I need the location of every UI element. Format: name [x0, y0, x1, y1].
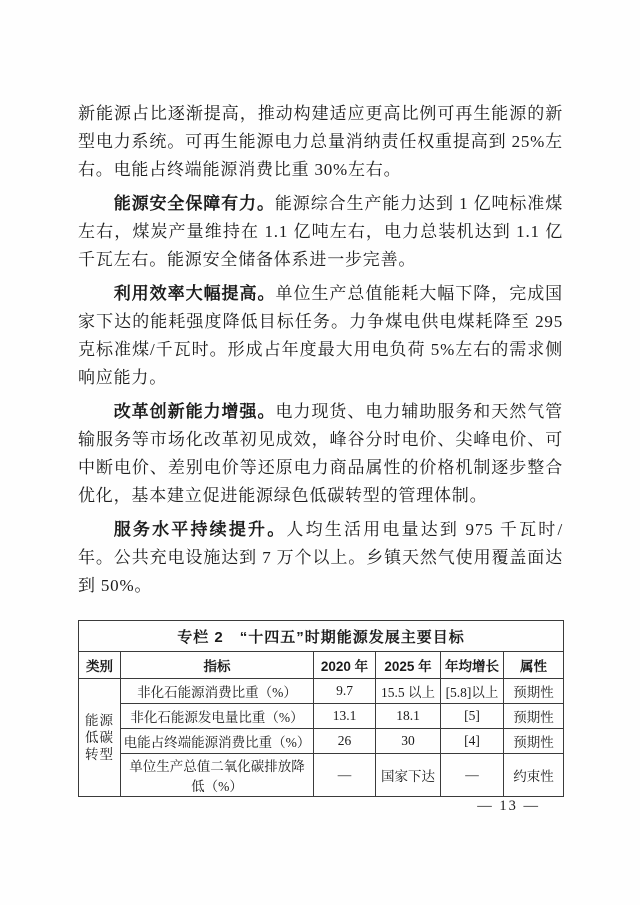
- value-2025: 18.1: [376, 704, 441, 729]
- category-cell: 能源低碳转型: [79, 679, 121, 797]
- value-2020: 9.7: [314, 679, 376, 704]
- value-growth: [5.8]以上: [441, 679, 504, 704]
- paragraph: [78, 190, 563, 274]
- value-growth: [5]: [441, 704, 504, 729]
- page-content: [78, 100, 563, 797]
- value-growth: —: [441, 754, 504, 797]
- paragraph-lead: 服务水平持续提升。: [113, 520, 287, 539]
- indicator-cell: 单位生产总值二氧化碳排放降低（%）: [121, 754, 314, 797]
- value-attribute: 预期性: [504, 704, 564, 729]
- paragraph-lead: 改革创新能力增强。: [113, 402, 276, 421]
- indicator-cell: 非化石能源发电量比重（%）: [121, 704, 314, 729]
- value-2020: —: [314, 754, 376, 797]
- header-growth: 年均增长: [441, 652, 504, 679]
- paragraph-text: 新能源占比逐渐提高，推动构建适应更高比例可再生能源的新型电力系统。可再生能源电力总量消纳责任权重提高到 25%左右。电能占终端能源消费比重 30%左右。: [78, 104, 563, 179]
- paragraph-text: 电力现货、电力辅助服务和天然气管输服务等市场化改革初见成效，峰谷分时电价、尖峰电价、可中断电价、差别电价等还原电力商品属性的价格机制逐步整合优化，基本建立促进能源绿色低碳转型的管理体制。: [78, 402, 563, 505]
- value-2025: 15.5 以上: [376, 679, 441, 704]
- page-number: — 13 —: [477, 798, 540, 814]
- value-attribute: 约束性: [504, 754, 564, 797]
- paragraph-text: 能源综合生产能力达到 1 亿吨标准煤左右，煤炭产量维持在 1.1 亿吨左右，电力总装机达到 1.1 亿千瓦左右。能源安全储备体系进一步完善。: [78, 194, 564, 269]
- indicator-cell: 电能占终端能源消费比重（%）: [121, 729, 314, 754]
- paragraph: [78, 100, 563, 184]
- paragraph: [78, 398, 563, 510]
- paragraph: [78, 280, 563, 392]
- paragraph: [78, 516, 563, 600]
- header-2025: 2025 年: [376, 652, 441, 679]
- value-attribute: 预期性: [504, 679, 564, 704]
- table-title-row: [79, 621, 564, 652]
- goals-table: [78, 620, 564, 797]
- value-attribute: 预期性: [504, 729, 564, 754]
- paragraph-lead: 能源安全保障有力。: [113, 194, 275, 213]
- header-category: 类别: [79, 652, 121, 679]
- paragraph-text: 人均生活用电量达到 975 千瓦时/年。公共充电设施达到 7 万个以上。乡镇天然气使用覆盖面达到 50%。: [78, 520, 563, 595]
- value-2025: 国家下达: [376, 754, 441, 797]
- table-row: [79, 679, 564, 704]
- header-indicator: 指标: [121, 652, 314, 679]
- table-row: [79, 754, 564, 797]
- indicator-cell: 非化石能源消费比重（%）: [121, 679, 314, 704]
- value-2025: 30: [376, 729, 441, 754]
- header-attribute: 属性: [504, 652, 564, 679]
- table-row: [79, 704, 564, 729]
- paragraph-lead: 利用效率大幅提高。: [113, 284, 276, 303]
- header-2020: 2020 年: [314, 652, 376, 679]
- value-2020: 13.1: [314, 704, 376, 729]
- value-2020: 26: [314, 729, 376, 754]
- table-row: [79, 729, 564, 754]
- paragraph-text: 单位生产总值能耗大幅下降，完成国家下达的能耗强度降低目标任务。力争煤电供电煤耗降至 295 克标准煤/千瓦时。形成占年度最大用电负荷 5%左右的需求侧响应能力。: [78, 284, 563, 387]
- value-growth: [4]: [441, 729, 504, 754]
- table-title: 专栏 2 “十四五”时期能源发展主要目标: [79, 621, 564, 652]
- table-header-row: [79, 652, 564, 679]
